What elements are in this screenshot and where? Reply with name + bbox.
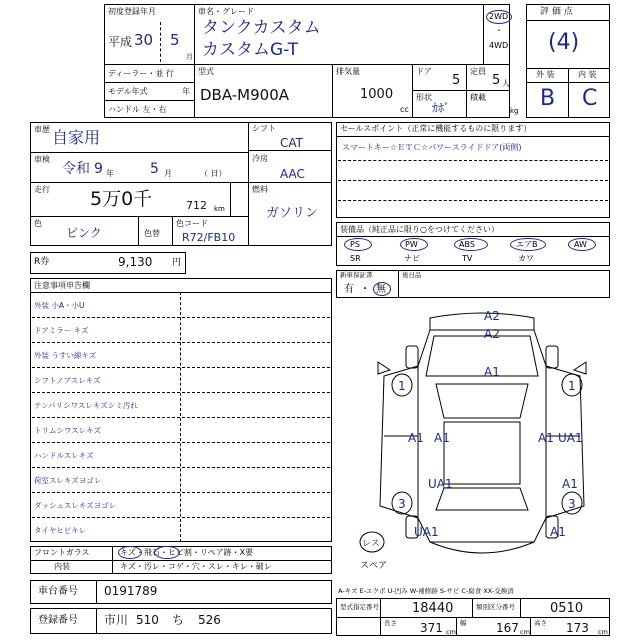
door-value: 5 — [452, 73, 461, 88]
registration-label: 登録番号 — [38, 615, 78, 626]
divider — [194, 4, 195, 64]
first-reg-month: 5 — [170, 31, 180, 49]
divider — [380, 598, 381, 636]
divider — [30, 152, 248, 153]
divider — [483, 4, 484, 64]
drive-2wd: 2WD — [489, 12, 509, 21]
interior-glass-label: 内装 — [54, 562, 70, 571]
diagram-mark: A1 — [550, 525, 566, 539]
interior-label: 内 装 — [578, 70, 597, 79]
inspection-month: 5 — [150, 161, 159, 177]
divider — [104, 100, 194, 101]
note-item: タイヤヒビキレ — [34, 526, 87, 535]
equip-leather: カワ — [518, 254, 534, 263]
year-unit: 年 — [182, 87, 190, 96]
class-label: 類別区分番号 — [476, 603, 515, 611]
recycle-label: R券 — [34, 257, 50, 267]
grade: カスタムG-T — [202, 40, 299, 60]
divider — [104, 82, 194, 83]
note-item: ドアミラー キズ — [34, 326, 89, 335]
width-value: 167 — [496, 621, 519, 635]
equip-ps: PS — [350, 240, 360, 249]
roof — [444, 422, 520, 484]
damage-legend: A-キズ E-エクボ U-凹み W-補修跡 S-サビ C-腐食 XX-交換済 — [338, 587, 514, 595]
divider — [172, 216, 173, 246]
capacity-unit: 人 — [502, 79, 510, 88]
divider — [230, 182, 231, 216]
divider — [248, 122, 249, 246]
warranty-dot: ・ — [360, 284, 370, 295]
color-change-label: 色替 — [144, 229, 160, 238]
note-item: 外装 小A・小U — [34, 301, 85, 310]
rear-bumper — [430, 542, 534, 553]
divider — [30, 560, 332, 561]
dealer-label: ディーラー・並 行 — [108, 69, 174, 78]
divider — [248, 182, 332, 183]
model-year-label: モデル年式 — [108, 87, 148, 96]
cm-unit-2: cm — [520, 628, 530, 636]
divider — [96, 580, 97, 604]
divider — [530, 617, 531, 636]
divider — [32, 492, 330, 493]
length-label: 長さ — [384, 619, 397, 627]
color-code: R72/FB10 — [182, 231, 236, 244]
diagram-mark: A1 — [562, 477, 578, 491]
equipment-title: 装備品（純正品に限り○をつけてください） — [340, 225, 499, 234]
warranty-label: 新車保証書 — [340, 271, 373, 279]
divider — [96, 608, 97, 634]
divider — [568, 68, 569, 118]
yen-unit: 円 — [172, 258, 182, 268]
diagram-mark: A1 — [408, 431, 424, 445]
shift-value: CAT — [280, 136, 303, 150]
equip-tv: TV — [462, 254, 473, 263]
notes-title: 注意事項申告欄 — [34, 281, 90, 290]
divider — [32, 517, 330, 518]
diagram-mark: A2 — [484, 309, 500, 323]
width-label: 幅 — [460, 619, 467, 627]
recycle-box — [30, 252, 186, 274]
type-value: DBA-M900A — [200, 86, 290, 104]
type-label: 型式 — [198, 67, 214, 76]
divider — [338, 200, 608, 201]
equip-navi: ナビ — [404, 254, 420, 263]
length-value: 371 — [420, 621, 443, 635]
score-value: (4) — [548, 30, 580, 55]
fuel-value: ガソリン — [266, 206, 319, 221]
drive-4wd: 4WD — [489, 41, 509, 50]
car-diagram — [350, 306, 614, 576]
equip-airbag: エアB — [516, 240, 538, 249]
warranty-have: 有 — [344, 284, 354, 295]
displacement-label: 排気量 — [336, 67, 360, 76]
diagram-mark: A2 — [484, 327, 500, 341]
capacity-label: 定員 — [470, 67, 486, 76]
first-reg-year: 30 — [134, 31, 154, 49]
divider — [412, 64, 413, 118]
note-item: トリムシワスレキズ — [34, 426, 102, 435]
divider — [160, 22, 161, 62]
class-value: 0510 — [550, 601, 584, 616]
note-item: 外装 うすい線キズ — [34, 351, 97, 360]
car-name: タンクカスタム — [202, 18, 321, 38]
month-char: 月 — [164, 169, 172, 178]
note-item: 荷室スレキズヨゴレ — [34, 476, 102, 485]
inspection-year: 9 — [94, 161, 103, 177]
mileage-handwritten: 5万0千 — [90, 188, 153, 210]
divider — [194, 64, 195, 118]
divider — [466, 64, 467, 118]
equip-aw: AW — [574, 240, 587, 249]
front-glass-text: キズ・飛石・ヒビ割・リペア跡・X要 — [120, 548, 254, 557]
divider — [138, 216, 139, 246]
book-label: 後日品 — [402, 271, 422, 279]
diagram-mark: 3 — [398, 497, 406, 511]
note-item: ハンドルスレキズ — [34, 451, 94, 460]
first-reg-label: 初度登録年月 — [108, 7, 156, 16]
recycle-value: 9,130 — [118, 255, 153, 269]
shift-label: シフト — [252, 124, 276, 133]
wheel-fl — [406, 346, 418, 368]
height-label: 高さ — [534, 619, 547, 627]
inspection-era: 令和 — [62, 161, 90, 177]
cc-unit: cc — [400, 105, 409, 114]
shape-label: 形状 — [416, 93, 432, 102]
divider — [30, 292, 332, 293]
divider — [398, 270, 399, 298]
windshield — [436, 384, 528, 418]
inspection-label: 車検 — [34, 155, 50, 164]
scratch-circle — [118, 546, 142, 559]
color-value: ピンク — [66, 226, 102, 240]
rear-window — [436, 488, 528, 510]
divider — [248, 150, 332, 151]
diagram-mark: A1 — [538, 431, 554, 445]
load-label: 積載 — [470, 93, 486, 102]
exterior-label: 外 装 — [536, 70, 555, 79]
divider — [32, 467, 330, 468]
fuel-label: 燃料 — [252, 185, 268, 194]
divider — [336, 236, 610, 237]
drive-dot: ・ — [495, 26, 503, 35]
type-cert-label: 型式指定番号 — [340, 603, 379, 611]
divider — [30, 216, 248, 217]
ac-label: 冷房 — [252, 154, 268, 163]
shape-value: ｶﾎﾞ — [432, 101, 451, 115]
cm-unit-3: cm — [598, 628, 608, 636]
diagram-mark: A1 — [434, 431, 450, 445]
score-label: 評 価 点 — [540, 7, 573, 17]
height-value: 173 — [566, 621, 589, 635]
mileage-rest: 712 — [186, 199, 207, 212]
diagram-mark: UA1 — [558, 431, 583, 445]
chassis-label: 車台番号 — [38, 586, 78, 597]
divider — [520, 598, 521, 617]
diagram-mark: UA1 — [428, 477, 453, 491]
interior-grade: C — [582, 86, 598, 111]
type-cert-value: 18440 — [412, 601, 454, 616]
interior-glass-text: キズ・汚レ・コゲ・穴・スレ・キレ・破レ — [120, 562, 272, 571]
stone-circle — [154, 546, 180, 559]
color-label: 色 — [34, 219, 42, 228]
kg-unit: kg — [510, 107, 519, 115]
color-code-label: 色コード — [176, 219, 208, 228]
divider — [336, 136, 610, 137]
front-bumper — [430, 313, 534, 330]
use-label: 車歴 — [34, 125, 50, 134]
registration-kana: ち — [172, 613, 185, 627]
warranty-none: 無 — [376, 284, 386, 295]
equip-abs: ABS — [459, 240, 475, 249]
note-item: ダッシュスレキズヨゴレ — [34, 501, 117, 510]
handle-label: ハンドル 左・右 — [108, 105, 167, 114]
diagram-mark: 1 — [568, 379, 576, 393]
divider — [526, 20, 610, 21]
divider — [32, 417, 330, 418]
registration-num1: 510 — [136, 613, 159, 627]
wheel-fr — [546, 346, 558, 368]
ac-value: AAC — [280, 167, 305, 181]
diagram-mark: 1 — [398, 379, 406, 393]
sales-title: セールスポイント（正常に機能するものに限ります） — [340, 124, 532, 133]
door-label: ドア — [416, 67, 432, 76]
registration-num2: 526 — [198, 613, 221, 627]
divider — [412, 90, 510, 91]
divider — [336, 617, 610, 618]
diagram-mark: 3 — [568, 497, 576, 511]
divider — [32, 317, 330, 318]
year-char: 年 — [106, 169, 114, 178]
car-name-label: 車名・グレード — [198, 7, 254, 16]
divider — [456, 617, 457, 636]
equip-pw: PW — [405, 240, 418, 249]
capacity-value: 5 — [492, 73, 501, 88]
divider — [338, 180, 608, 181]
mileage-label: 走行 — [34, 185, 50, 194]
divider — [472, 598, 473, 617]
registration-city: 市川 — [104, 613, 129, 627]
km-unit: km — [214, 205, 225, 213]
exterior-grade: B — [540, 86, 556, 111]
divider — [32, 342, 330, 343]
equip-sr: SR — [350, 254, 361, 263]
divider — [30, 182, 248, 183]
first-reg-era: 平成 — [108, 35, 133, 49]
month-unit: 月 — [186, 53, 193, 61]
spare-label: スペア — [360, 561, 388, 571]
divider — [104, 64, 510, 65]
front-glass-label: フロントガラス — [34, 548, 90, 557]
use-value: 自家用 — [52, 128, 101, 147]
divider — [32, 367, 330, 368]
divider — [338, 160, 608, 161]
divider — [112, 546, 113, 574]
day-char: （ 日） — [200, 169, 227, 178]
displacement: 1000 — [360, 87, 394, 102]
divider — [332, 64, 333, 118]
cm-unit-1: cm — [446, 628, 456, 636]
divider — [32, 442, 330, 443]
hood — [426, 336, 538, 376]
sales-text: スマートキー☆ＥＴＣ☆パワースライドドア(両側) — [342, 143, 522, 152]
diagram-mark: UA1 — [414, 525, 439, 539]
chassis-value: 0191789 — [104, 584, 158, 598]
note-item: テンパリシワスレキズシミ汚れ — [34, 401, 138, 410]
diagram-mark: A1 — [484, 365, 500, 379]
divider — [32, 392, 330, 393]
spare-mark: レス — [362, 539, 380, 549]
note-item: シフトノブスレキズ — [34, 376, 101, 385]
